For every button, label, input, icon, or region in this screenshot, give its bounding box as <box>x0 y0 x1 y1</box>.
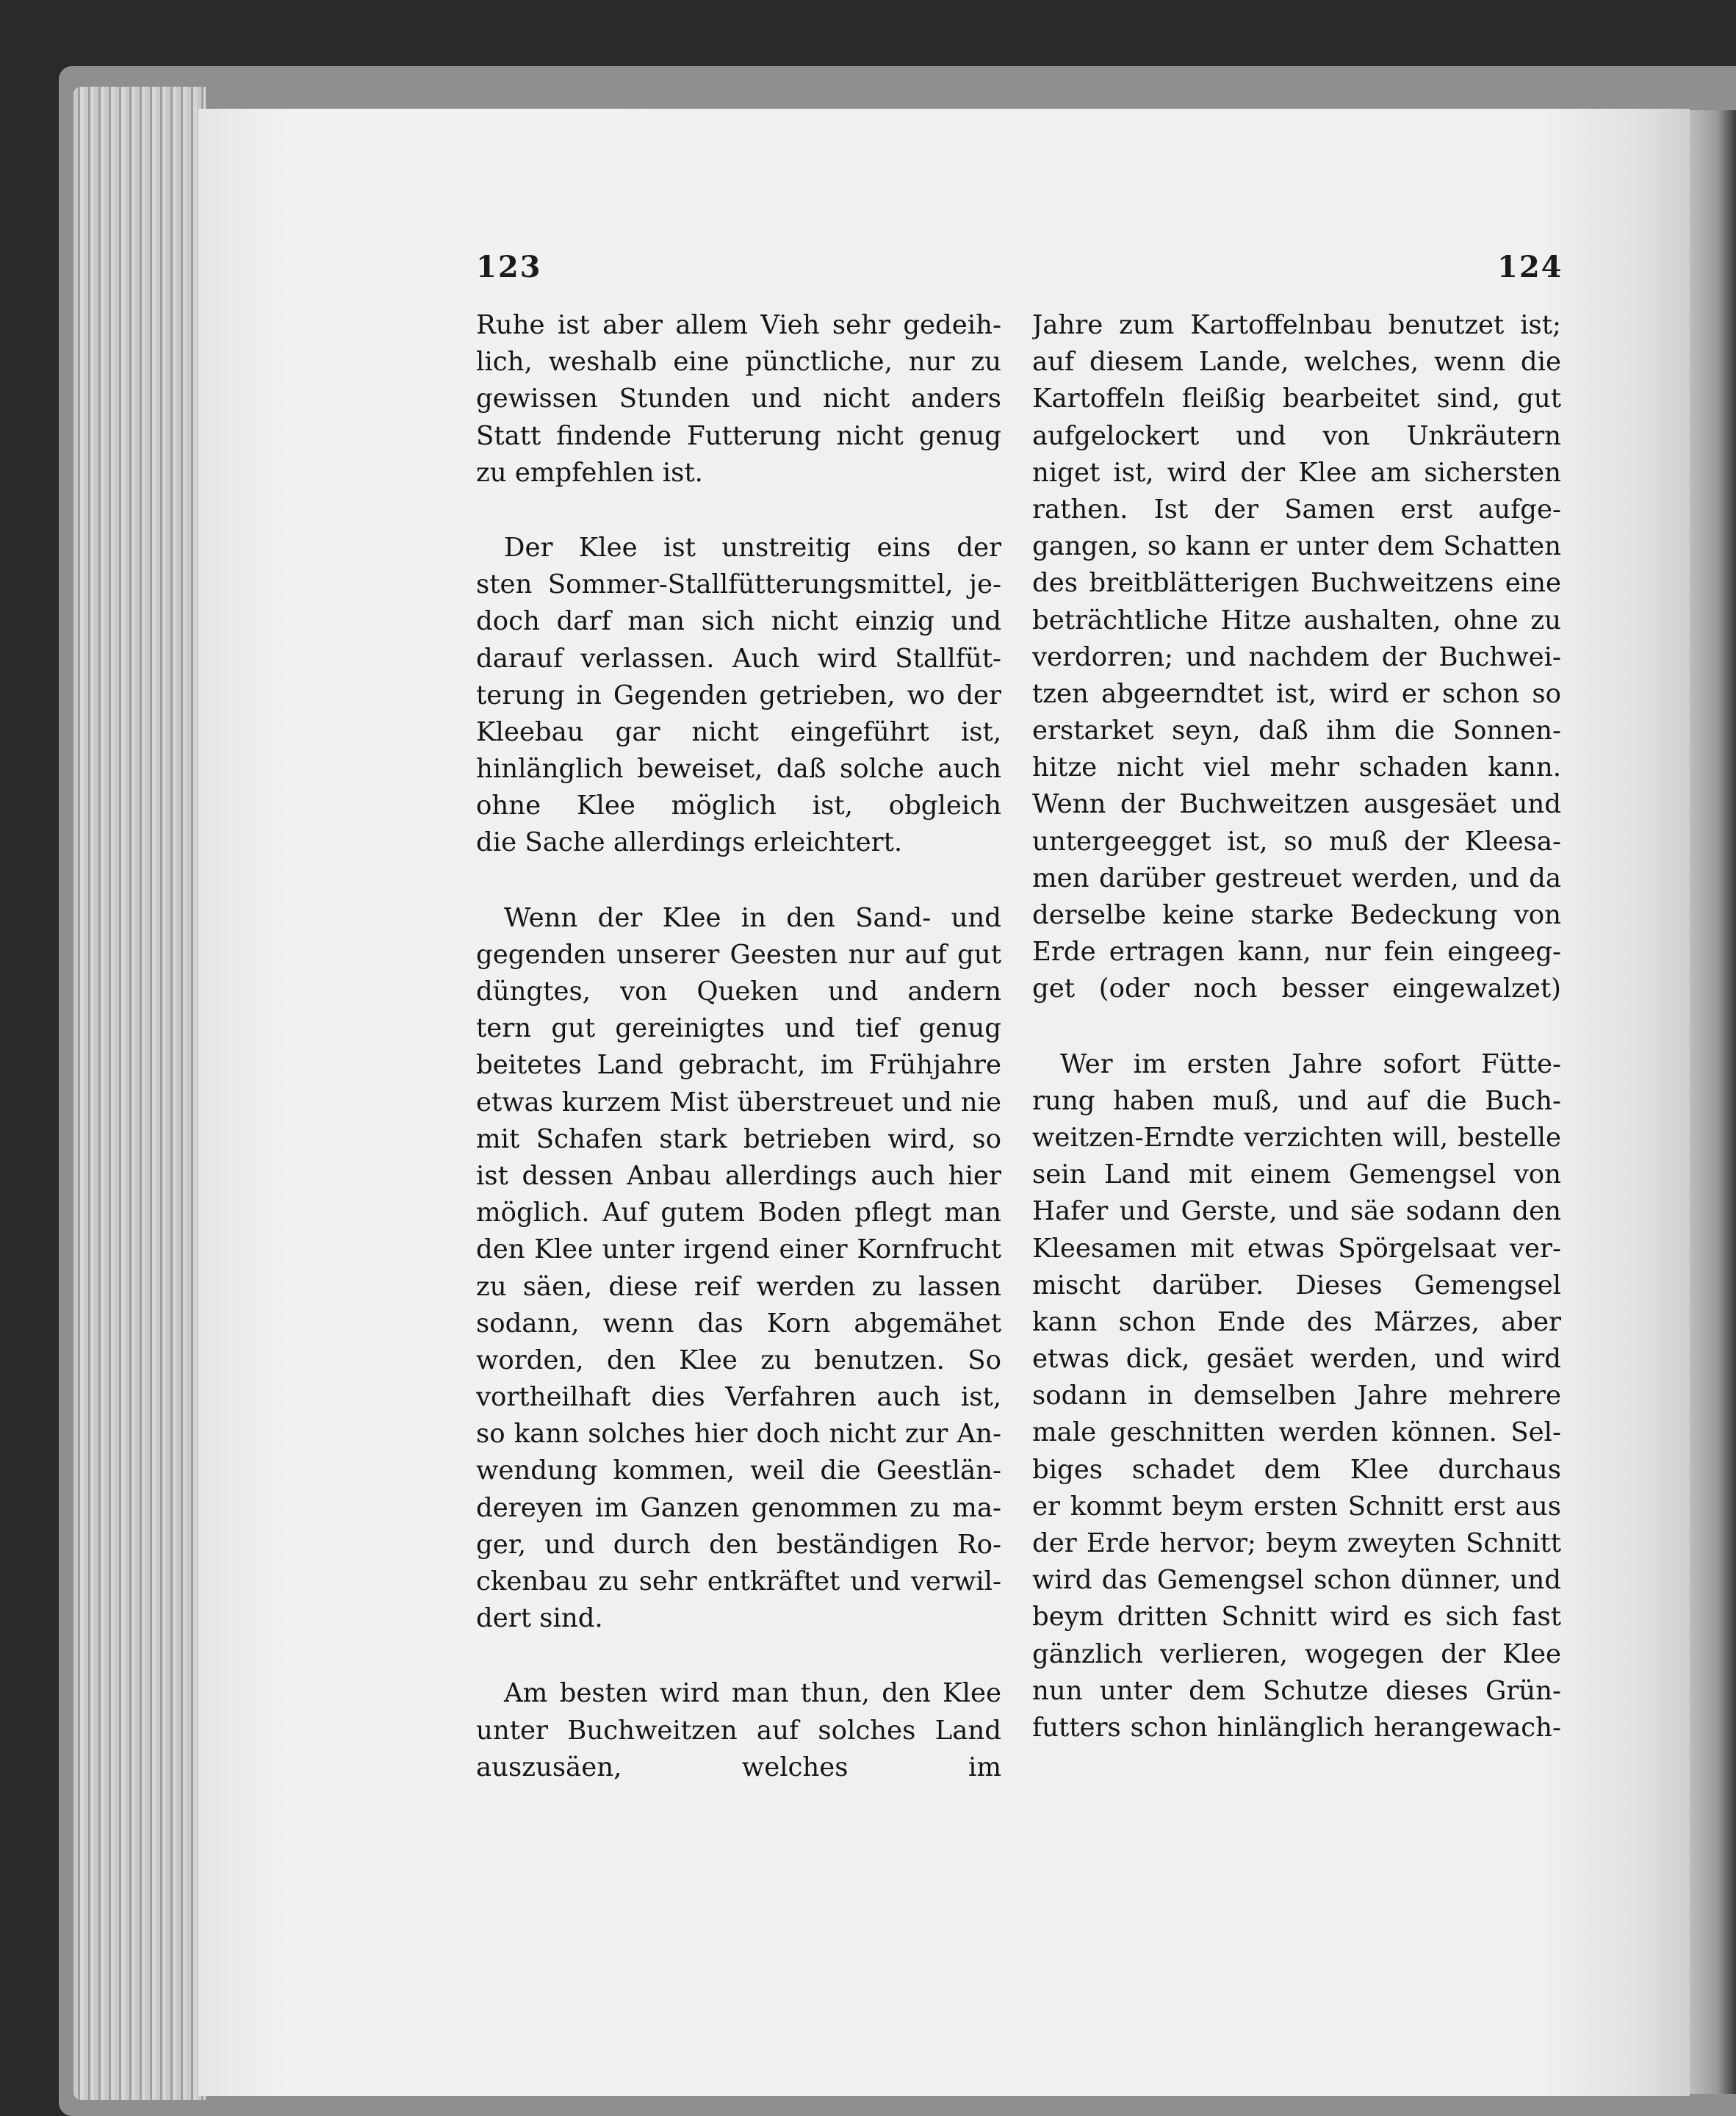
text-line: beträchtliche Hitze aushalten, ohne zu <box>1032 605 1561 636</box>
text-line: Statt findende Futterung nicht genug <box>476 420 1001 451</box>
paragraph <box>1032 1046 1561 1747</box>
text-line: etwas dick, gesäet werden, und wird <box>1032 1344 1561 1375</box>
text-line: düngtes, von Queken und andern <box>476 976 1001 1007</box>
text-line: des breitblätterigen Buchweitzens eine <box>1032 568 1561 599</box>
text-line: erstarket seyn, daß ihm die Sonnen- <box>1032 716 1561 746</box>
text-line: Hafer und Gerste, und säe sodann den <box>1032 1196 1561 1227</box>
text-column-right <box>1032 307 1561 1746</box>
text-line: nun unter dem Schutze dieses Grün- <box>1032 1675 1561 1706</box>
text-line: auf diesem Lande, welches, wenn die <box>1032 347 1561 378</box>
paragraph-gap <box>1032 1008 1561 1046</box>
text-line: lich, weshalb eine pünctliche, nur zu <box>476 347 1001 378</box>
text-line: unter Buchweitzen auf solches Land <box>476 1715 1001 1746</box>
text-line: doch darf man sich nicht einzig und <box>476 606 1001 637</box>
text-line: dert sind. <box>476 1603 603 1634</box>
text-line: er kommt beym ersten Schnitt erst aus <box>1032 1491 1561 1522</box>
text-line: sten Sommer-Stallfütterungsmittel, je- <box>476 569 1001 600</box>
text-line: rathen. Ist der Samen erst aufge- <box>1032 494 1561 525</box>
text-line: Am besten wird man thun, den Klee <box>504 1678 1001 1709</box>
text-line: gänzlich verlieren, wogegen der Klee <box>1032 1638 1561 1669</box>
text-line: zu empfehlen ist. <box>476 457 703 488</box>
text-line: zu säen, diese reif werden zu lassen <box>476 1271 1001 1302</box>
text-line: male geschnitten werden können. Sel- <box>1032 1417 1561 1448</box>
paragraph-gap <box>476 1637 1001 1675</box>
text-line: so kann solches hier doch nicht zur An- <box>476 1419 1001 1450</box>
page-right-edge <box>1690 110 1736 2094</box>
text-line: Jahre zum Kartoffelnbau benutzet ist; <box>1032 310 1561 340</box>
text-line: Kleesamen mit etwas Spörgelsaat ver- <box>1032 1233 1561 1264</box>
text-line: sodann, wenn das Korn abgemähet <box>476 1308 1001 1339</box>
text-line: rung haben muß, und auf die Buch- <box>1032 1085 1561 1116</box>
text-line: tern gut gereinigtes und tief genug <box>476 1013 1001 1044</box>
text-line: vortheilhaft dies Verfahren auch ist, <box>476 1382 1001 1413</box>
paragraph <box>476 530 1001 862</box>
text-line: Wer im ersten Jahre sofort Fütte- <box>1060 1048 1561 1079</box>
paragraph <box>1032 307 1561 1008</box>
text-line: ist dessen Anbau allerdings auch hier <box>476 1160 1001 1191</box>
text-line: hitze nicht viel mehr schaden kann. <box>1032 752 1561 783</box>
text-line: Kleebau gar nicht eingeführt ist, <box>476 716 1001 747</box>
text-line: derselbe keine starke Bedeckung von <box>1032 900 1561 930</box>
text-line: dereyen im Ganzen genommen zu ma- <box>476 1492 1001 1523</box>
text-line: etwas kurzem Mist überstreuet und nie <box>476 1087 1001 1118</box>
text-line: die Sache allerdings erleichtert. <box>476 827 903 858</box>
text-line: Wenn der Klee in den Sand- und <box>504 902 1001 933</box>
text-line: Wenn der Buchweitzen ausgesäet und <box>1032 789 1561 820</box>
text-line: hinlänglich beweiset, daß solche auch <box>476 754 1001 785</box>
text-line: der Erde hervor; beym zweyten Schnitt <box>1032 1528 1561 1558</box>
text-line: sein Land mit einem Gemengsel von <box>1032 1159 1561 1190</box>
text-line: futters schon hinlänglich herangewach- <box>1032 1712 1561 1743</box>
text-line: ohne Klee möglich ist, obgleich <box>476 791 1001 821</box>
paragraph-gap <box>476 862 1001 900</box>
text-line: biges schadet dem Klee durchaus <box>1032 1454 1561 1485</box>
text-line: wird das Gemengsel schon dünner, und <box>1032 1565 1561 1596</box>
text-line: Erde ertragen kann, nur fein eingeeg- <box>1032 937 1561 968</box>
text-line: worden, den Klee zu benutzen. So <box>476 1345 1001 1375</box>
text-line: get (oder noch besser eingewalzet) <box>1032 974 1561 1004</box>
text-line: gegenden unserer Geesten nur auf gut <box>476 939 1001 970</box>
paragraph-gap <box>476 492 1001 530</box>
paragraph <box>476 1675 1001 1786</box>
text-line: aufgelockert und von Unkräutern <box>1032 420 1561 451</box>
text-line: mit Schafen stark betrieben wird, so <box>476 1123 1001 1154</box>
text-line: beitetes Land gebracht, im Frühjahre <box>476 1050 1001 1081</box>
text-line: den Klee unter irgend einer Kornfrucht <box>476 1234 1001 1265</box>
text-line: Ruhe ist aber allem Vieh sehr gedeih- <box>476 310 1001 340</box>
text-line: beym dritten Schnitt wird es sich fast <box>1032 1602 1561 1633</box>
text-line: weitzen-Erndte verzichten will, bestelle <box>1032 1122 1561 1153</box>
text-line: darauf verlassen. Auch wird Stallfüt- <box>476 643 1001 674</box>
paragraph <box>476 900 1001 1638</box>
page-edges <box>73 87 206 2100</box>
text-line: terung in Gegenden getrieben, wo der <box>476 680 1001 710</box>
text-line: kann schon Ende des Märzes, aber <box>1032 1306 1561 1337</box>
text-line: ckenbau zu sehr entkräftet und verwil- <box>476 1566 1001 1597</box>
text-column-left <box>476 307 1001 1786</box>
text-line: mischt darüber. Dieses Gemengsel <box>1032 1270 1561 1300</box>
text-line: gangen, so kann er unter dem Schatten <box>1032 531 1561 562</box>
text-line: Der Klee ist unstreitig eins der <box>504 532 1001 563</box>
text-line: tzen abgeerndtet ist, wird er schon so <box>1032 678 1561 709</box>
text-line: gewissen Stunden und nicht anders <box>476 384 1001 414</box>
text-line: möglich. Auf gutem Boden pflegt man <box>476 1198 1001 1228</box>
text-line: auszusäen, welches im <box>476 1752 1001 1782</box>
page-number-left: 123 <box>476 250 542 284</box>
paragraph <box>476 307 1001 492</box>
text-line: untergeegget ist, so muß der Kleesa- <box>1032 826 1561 857</box>
text-line: niget ist, wird der Klee am sichersten <box>1032 457 1561 488</box>
text-line: men darüber gestreuet werden, und da <box>1032 863 1561 893</box>
text-line: Kartoffeln fleißig bearbeitet sind, gut <box>1032 384 1561 414</box>
text-line: sodann in demselben Jahre mehrere <box>1032 1381 1561 1411</box>
text-line: wendung kommen, weil die Geestlän- <box>476 1455 1001 1486</box>
text-line: ger, und durch den beständigen Ro- <box>476 1529 1001 1560</box>
page-number-right: 124 <box>1497 250 1563 284</box>
text-line: verdorren; und nachdem der Buchwei- <box>1032 641 1561 672</box>
